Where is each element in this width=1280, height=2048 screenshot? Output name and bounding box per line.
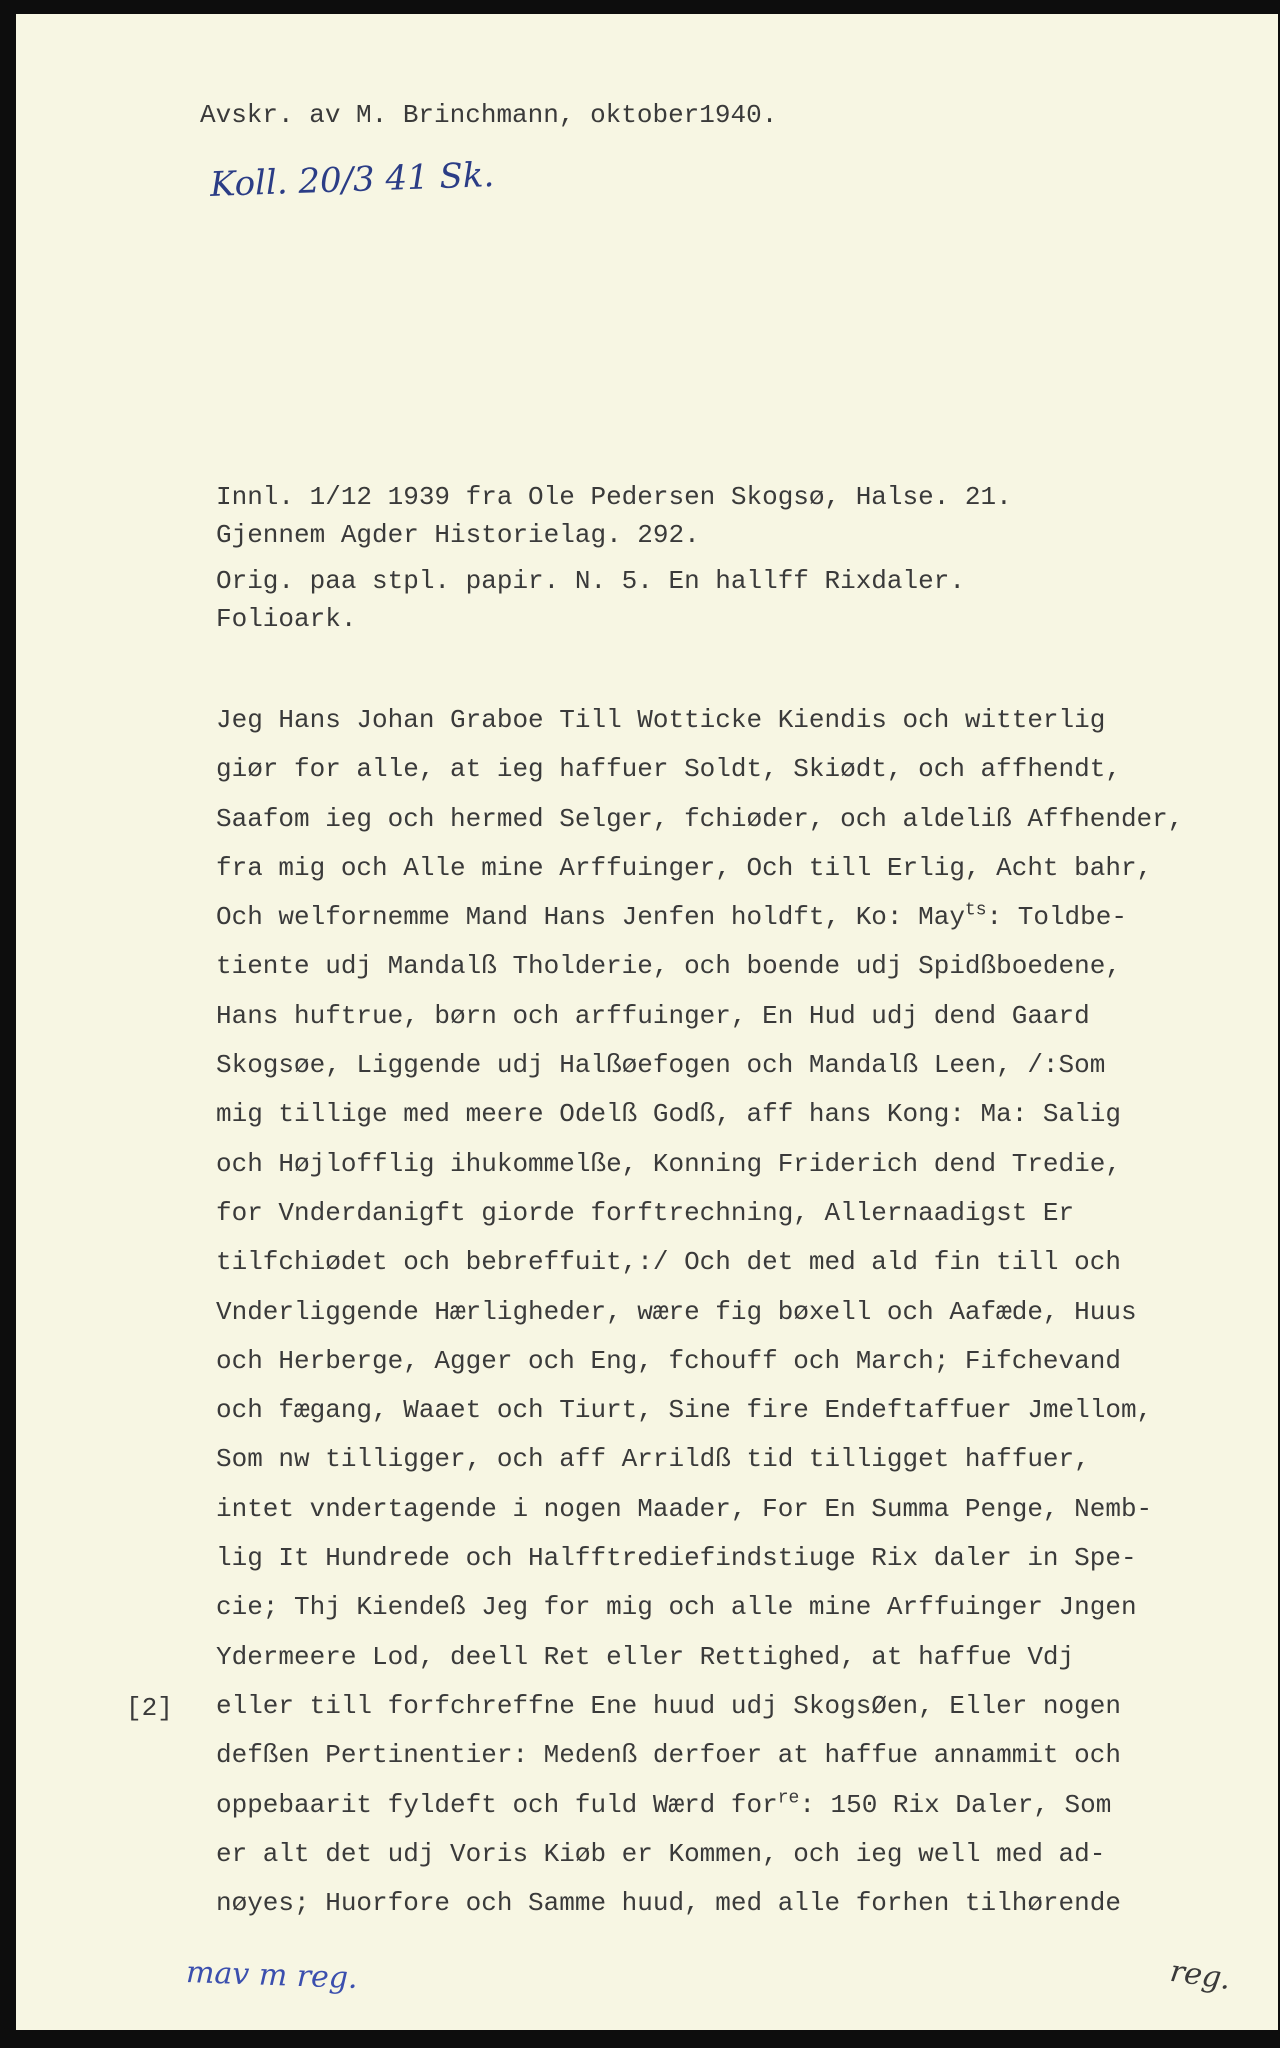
- deed-text: [216, 696, 1183, 1928]
- provenance-block: [216, 478, 1012, 638]
- deed-line: tilfchiødet och bebreffuit,:/ Och det med ald fin till och: [216, 1247, 1121, 1278]
- footer-handwritten-mark: reg.: [1167, 1953, 1233, 1998]
- deed-line-text: Och welfornemme Mand Hans Jenfen holdft, Ko: May: [216, 902, 965, 933]
- deed-line: [216, 893, 1183, 942]
- deed-line-text: oppebaarit fyldeft och fuld Wærd for: [216, 1789, 778, 1820]
- provenance-line: Orig. paa stpl. papir. N. 5. En hallff Rixdaler.: [216, 566, 965, 596]
- deed-line: Som nw tilligger, och aff Arrildß tid tilligget haffuer,: [216, 1444, 1090, 1475]
- deed-line: Ydermeere Lod, deell Ret eller Rettighed, at haffue Vdj: [216, 1641, 1075, 1672]
- deed-line: och fægang, Waaet och Tiurt, Sine fire Endeftaffuer Jmellom,: [216, 1395, 1153, 1426]
- deed-line: nøyes; Huorfore och Samme huud, med alle forhen tilhørende: [216, 1888, 1121, 1919]
- deed-line-tail: : Toldbe-: [986, 902, 1127, 933]
- deed-line: er alt det udj Voris Kiøb er Kommen, och ieg well med ad-: [216, 1838, 1106, 1869]
- page-marker: [2]: [126, 1693, 173, 1723]
- deed-line: Jeg Hans Johan Graboe Till Wotticke Kiendis och witterlig: [216, 705, 1106, 735]
- deed-line: Saafom ieg och hermed Selger, fchiøder, och aldeliß Affhender,: [216, 803, 1184, 834]
- deed-line: defßen Pertinentier: Medenß derfoer at haffue annammit och: [216, 1740, 1121, 1771]
- deed-line: intet vndertagende i nogen Maader, For En Summa Penge, Nemb-: [216, 1493, 1153, 1524]
- deed-line: eller till forfchreffne Ene huud udj SkogsØen, Eller nogen: [216, 1690, 1121, 1721]
- deed-line: mig tillige med meere Odelß Godß, aff hans Kong: Ma: Salig: [216, 1099, 1121, 1130]
- deed-line: lig It Hundrede och Halfftrediefindstiuge Rix daler in Spe-: [216, 1543, 1137, 1574]
- deed-line: och Højlofflig ihukommelße, Konning Friderich dend Tredie,: [216, 1148, 1121, 1179]
- provenance-line: Gjennem Agder Historielag. 292.: [216, 520, 700, 550]
- footer-handwritten-note: mav m reg.: [185, 1955, 359, 1996]
- deed-line: giør for alle, at ieg haffuer Soldt, Skiødt, och affhendt,: [216, 754, 1121, 785]
- archive-reference-handwritten: Koll. 20/3 41 Sk.: [209, 155, 495, 205]
- superscript: ts: [964, 900, 987, 921]
- transcription-note: Avskr. av M. Brinchmann, oktober1940.: [200, 100, 778, 130]
- deed-line: [216, 1781, 1183, 1830]
- deed-line: cie; Thj Kiendeß Jeg for mig och alle mine Arffuinger Jngen: [216, 1592, 1137, 1623]
- deed-line: Hans huftrue, børn och arffuinger, En Hud udj dend Gaard: [216, 1000, 1090, 1031]
- deed-line: Vnderliggende Hærligheder, wære fig bøxell och Aafæde, Huus: [216, 1296, 1137, 1327]
- deed-line: tiente udj Mandalß Tholderie, och boende udj Spidßboedene,: [216, 951, 1121, 982]
- deed-line-tail: : 150 Rix Daler, Som: [799, 1789, 1112, 1820]
- deed-line: fra mig och Alle mine Arffuinger, Och till Erlig, Acht bahr,: [216, 852, 1153, 883]
- superscript: re: [777, 1787, 800, 1808]
- deed-line: for Vnderdanigft giorde forftrechning, Allernaadigst Er: [216, 1197, 1075, 1228]
- deed-line: och Herberge, Agger och Eng, fchouff och March; Fifchevand: [216, 1345, 1121, 1376]
- provenance-line: Innl. 1/12 1939 fra Ole Pedersen Skogsø, Halse. 21.: [216, 482, 1012, 512]
- provenance-line: Folioark.: [216, 604, 357, 634]
- deed-line: Skogsøe, Liggende udj Halßøefogen och Mandalß Leen, /:Som: [216, 1050, 1106, 1081]
